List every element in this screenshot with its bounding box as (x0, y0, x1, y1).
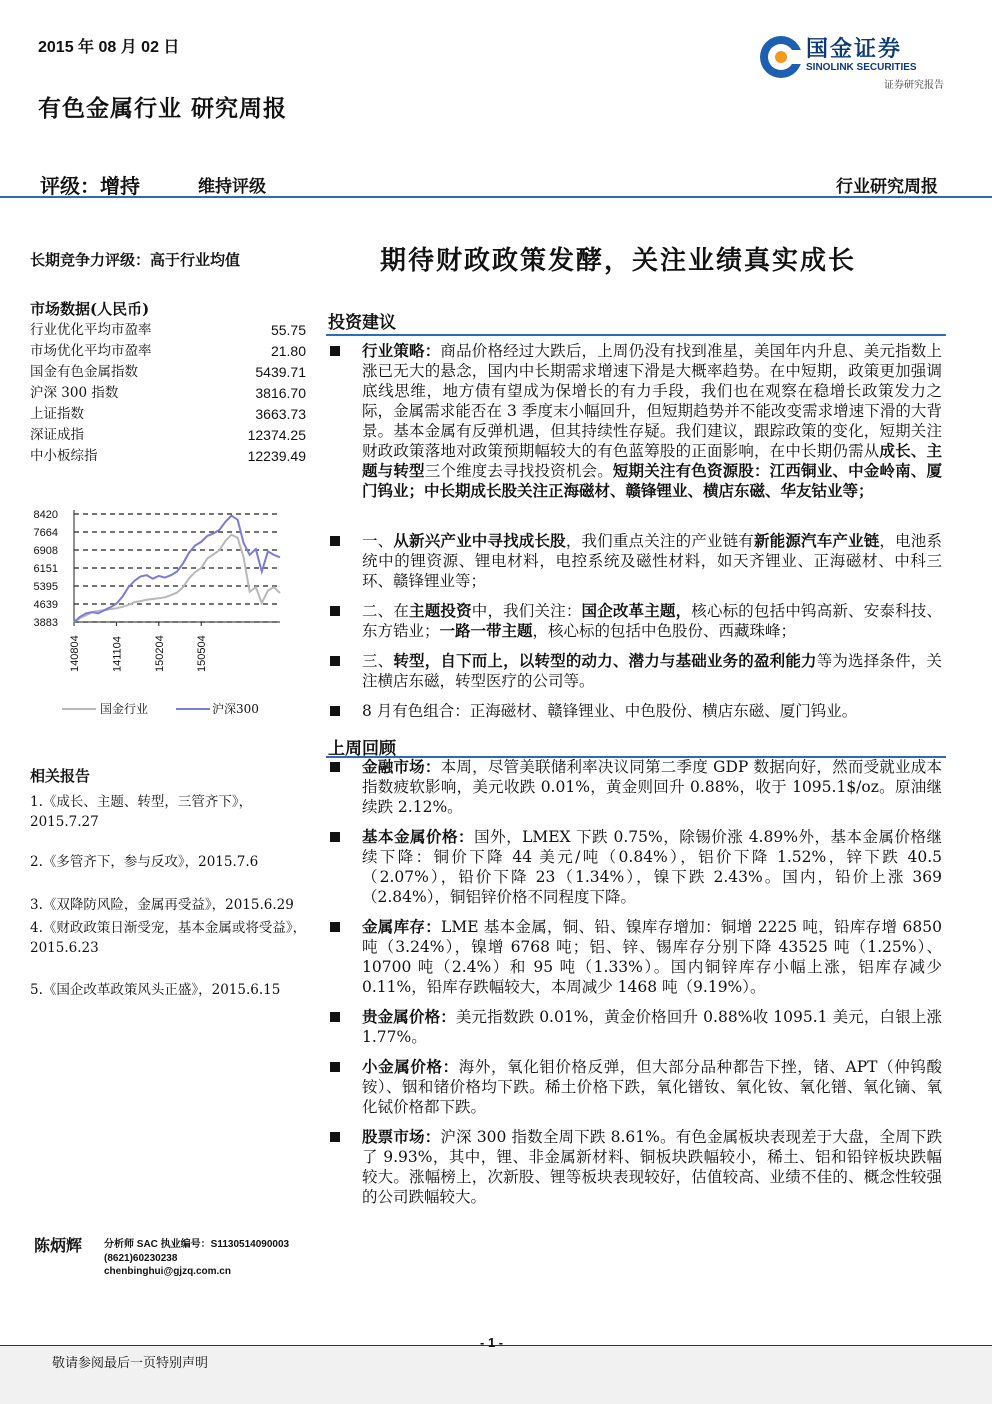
report-date: 2015 年 08 月 02 日 (38, 39, 180, 56)
market-label: 沪深 300 指数 (30, 385, 119, 401)
x-tick-label: 150204 (153, 635, 166, 672)
market-row (30, 383, 306, 404)
analyst-email[interactable]: chenbinghui@gjzq.com.cn (104, 1266, 231, 1277)
bullet-icon (330, 1062, 340, 1072)
related-reports-title: 相关报告 (30, 767, 91, 785)
section-divider (326, 334, 946, 336)
related-report-item[interactable]: 5.《国企改革政策风头正盛》，2015.6.15 (30, 982, 281, 998)
bullet-icon (330, 1012, 340, 1022)
invest-point-3: 三、转型，自下而上，以转型的动力、潜力与基础业务的盈利能力等为选择条件，关注横店东磁，转型医疗的公司等。 (362, 651, 942, 690)
market-row (30, 425, 306, 446)
market-row (30, 446, 306, 467)
analyst-sac-id: 分析师 SAC 执业编号：S1130514090003 (104, 1239, 290, 1250)
long-term-rating: 长期竞争力评级：高于行业均值 (30, 251, 241, 269)
market-data-table (30, 320, 306, 467)
market-value: 12374.25 (247, 427, 306, 443)
y-tick-label: 7664 (33, 526, 58, 539)
bullet-icon (330, 346, 340, 356)
bullet-icon (330, 832, 340, 842)
invest-section-title: 投资建议 (328, 313, 396, 333)
bullet-icon (330, 922, 340, 932)
report-title: 有色金属行业 研究周报 (38, 95, 288, 122)
market-row (30, 320, 306, 341)
report-type: 行业研究周报 (836, 177, 938, 197)
market-value: 3816.70 (255, 385, 306, 401)
market-value: 12239.49 (247, 448, 306, 464)
y-tick-label: 5395 (33, 581, 58, 594)
bullet-icon (330, 606, 340, 616)
x-tick-label: 140804 (69, 635, 81, 672)
logo-sub-text: 证券研究报告 (884, 80, 944, 91)
main-title: 期待财政政策发酵，关注业绩真实成长 (380, 246, 857, 276)
logo-en-text: SINOLINK SECURITIES (806, 62, 917, 73)
logo-mark-icon (758, 34, 804, 80)
related-report-item[interactable]: 4.《财政政策日渐受宠，基本金属或将受益》，2015.6.23 (30, 920, 307, 956)
related-report-item[interactable]: 3.《双降防风险，金属再受益》，2015.6.29 (30, 897, 294, 913)
y-tick-label: 8420 (33, 509, 58, 521)
header-divider (0, 196, 992, 198)
invest-portfolio: 8 月有色组合：正海磁材、赣锋锂业、中色股份、横店东磁、厦门钨业。 (362, 702, 858, 720)
market-row (30, 404, 306, 425)
review-minor-metal: 小金属价格：海外，氧化钼价格反弹，但大部分品种都告下挫，锗、APT（仲钨酸铵）、铟和锗价格均下跌。稀土价格下跌，氧化镨钕、氧化钕、氧化镨、氧化镝、氧化铽价格都下跌。 (362, 1057, 942, 1116)
related-report-item[interactable]: 2.《多管齐下，参与反攻》，2015.7.6 (30, 854, 259, 870)
review-stock-market: 股票市场：沪深 300 指数全周下跌 8.61%。有色金属板块表现差于大盘，全周下跌了 9.93%，其中，锂、非金属新材料、铜板块跌幅较小，稀土、铝和铅锌板块跌幅较大。涨幅榜上，次新股、锂等板块表现较好，估值较高、业绩不佳的、概念性较强的公司跌幅较大。 (362, 1127, 942, 1206)
footer-disclaimer: 敬请参阅最后一页特别声明 (52, 1356, 209, 1371)
market-row (30, 362, 306, 383)
market-value: 21.80 (270, 343, 306, 359)
market-label: 中小板综指 (30, 448, 98, 464)
market-label: 上证指数 (30, 406, 84, 422)
review-precious-metal: 贵金属价格：美元指数跌 0.01%，黄金价格回升 0.88%收 1095.1 美元，白银上涨 1.77%。 (362, 1007, 942, 1046)
bullet-icon (330, 706, 340, 716)
analyst-name: 陈炳辉 (34, 1236, 83, 1255)
market-value: 5439.71 (255, 364, 306, 380)
related-report-item[interactable]: 1.《成长、主题、转型，三管齐下》，2015.7.27 (30, 794, 253, 830)
bullet-icon (330, 656, 340, 666)
y-tick-label: 3883 (33, 617, 58, 629)
company-logo (758, 30, 948, 92)
market-label: 市场优化平均市盈率 (30, 343, 152, 359)
market-data-title: 市场数据(人民币) (30, 300, 150, 318)
y-tick-label: 6908 (33, 544, 58, 557)
invest-point-2: 二、在主题投资中，我们关注：国企改革主题，核心标的包括中钨高新、安泰科技、东方锆业；一路一带主题，核心标的包括中色股份、西藏珠峰； (362, 601, 942, 640)
invest-point-1: 一、从新兴产业中寻找成长股，我们重点关注的产业链有新能源汽车产业链，电池系统中的锂资源、锂电材料，电控系统及磁性材料，如天齐锂业、正海磁材、中科三环、赣锋锂业等； (362, 531, 942, 590)
rating-maintain: 维持评级 (198, 177, 266, 197)
page-number: - 1 - (480, 1335, 504, 1350)
market-label: 深证成指 (30, 427, 84, 443)
market-label: 行业优化平均市盈率 (30, 322, 152, 338)
x-tick-label: 150504 (196, 635, 209, 672)
market-value: 3663.73 (255, 406, 306, 422)
bullet-icon (330, 762, 340, 772)
market-row (30, 341, 306, 362)
x-tick-label: 141104 (111, 636, 124, 672)
legend-label: 国金行业 (100, 702, 149, 716)
y-tick-label: 4639 (33, 599, 58, 612)
review-base-metal-price: 基本金属价格：国外，LMEX 下跌 0.75%，除锡价涨 4.89%外，基本金属价格继续下降：铜价下降 44 美元/吨（0.84%），铝价下降 1.52%，锌下跌 40.5（2.07%），铅价下降 23（1.34%），镍下跌 2.43%。国内，铅价上涨 369（2.84%），铜铝锌价格不同程度下降。 (362, 827, 942, 906)
invest-strategy: 行业策略：商品价格经过大跌后，上周仍没有找到准星，美国年内升息、美元指数上涨已无大的悬念，国内中长期需求增速下滑是大概率趋势。在中短期，政策更加强调底线思维，地方债有望成为保增长的有力手段，我们也在观察在稳增长政策发力之际，金属需求能否在 3 季度末小幅回升，但短期趋势并不能改变需求增速下滑的大背景。基本金属有反弹机遇，但其持续性存疑。我们建议，跟踪政策的变化，短期关注财政政策落地对政策预期幅较大的有色蓝筹股的正面影响，在中长期仍需从成长、主题与转型三个维度去寻找投资机会。短期关注有色资源股：江西铜业、中金岭南、厦门钨业；中长期成长股关注正海磁材、赣锋锂业、横店东磁、华友钴业等； (362, 341, 942, 500)
index-chart (24, 496, 314, 726)
legend-label: 沪深300 (212, 702, 259, 716)
review-financial-market: 金融市场：本周，尽管美联储利率决议同第二季度 GDP 数据向好，然而受就业成本指数疲软影响，美元收跌 0.01%，黄金则回升 0.88%，收于 1095.1$/oz。原油继续跌 2.12%。 (362, 757, 942, 816)
review-metal-inventory: 金属库存：LME 基本金属，铜、铅、镍库存增加：铜增 2225 吨，铅库存增 6850 吨（3.24%），镍增 6768 吨；铝、锌、锡库存分别下降 43525 吨（1.25%）、10700 吨（2.4%）和 95 吨（1.33%）。国内铜锌库存小幅上涨，铝库存减少 0.11%，铅库存跌幅较大，本周减少 1468 吨（9.19%）。 (362, 917, 942, 996)
analyst-phone: (8621)60230238 (104, 1252, 178, 1264)
market-label: 国金有色金属指数 (30, 364, 138, 380)
market-value: 55.75 (270, 322, 306, 338)
logo-cn-text: 国金证券 (806, 37, 903, 62)
review-section-title: 上周回顾 (328, 739, 396, 759)
rating: 评级：增持 (40, 174, 140, 198)
bullet-icon (330, 536, 340, 546)
bullet-icon (330, 1132, 340, 1142)
analyst-info (104, 1238, 289, 1279)
y-tick-label: 6151 (33, 563, 58, 576)
